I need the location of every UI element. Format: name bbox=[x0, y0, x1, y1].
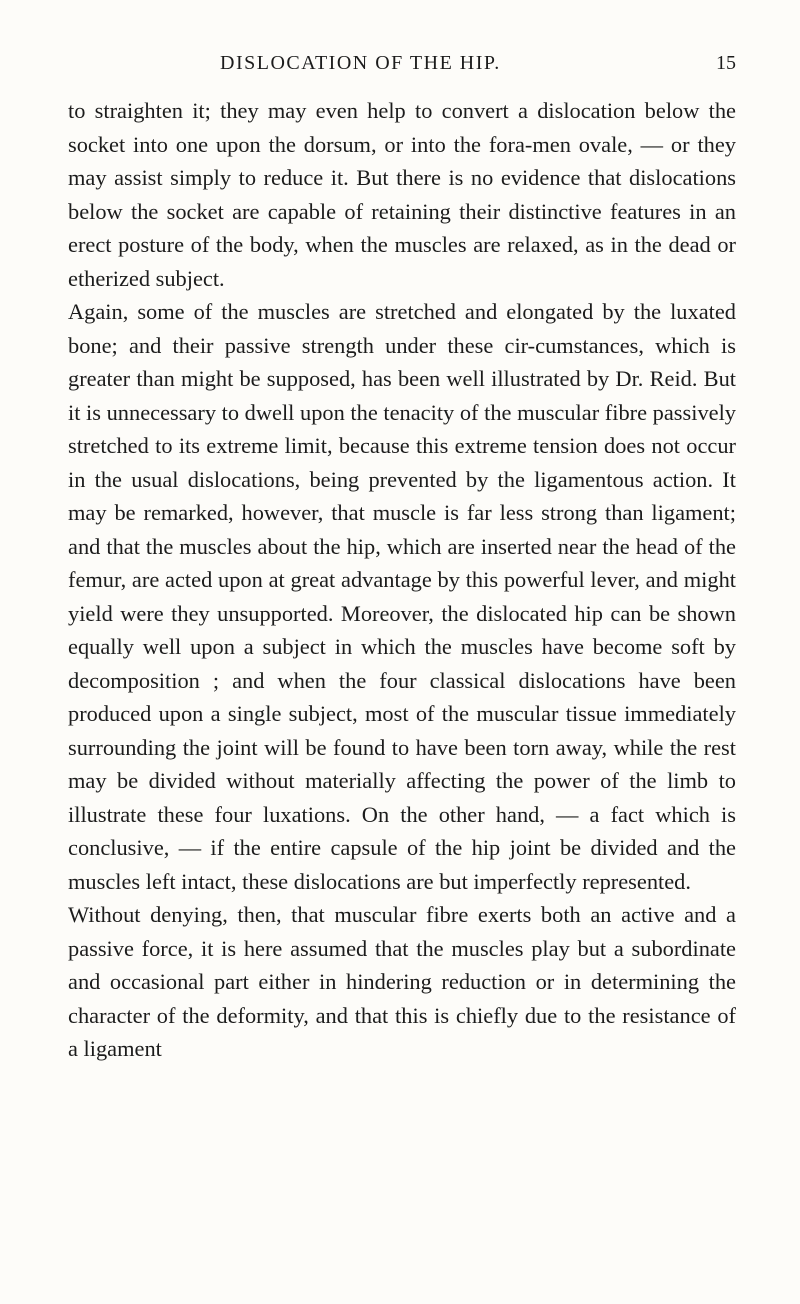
paragraph-3: Without denying, then, that muscular fibre exerts both an active and a passive force, it is here assumed that the muscles play but a subordinate and occasional part either in hindering reduction or in determining the character of the deformity, and that this is chiefly due to the resistance of a ligament bbox=[68, 902, 736, 1061]
running-title: DISLOCATION OF THE HIP. bbox=[220, 52, 501, 74]
page-number: 15 bbox=[716, 52, 736, 74]
paragraph-1: to straighten it; they may even help to convert a dislocation below the socket into one upon the dorsum, or into the fora-men ovale, — or they may assist simply to reduce it. But there is no evidence that dislocations below the socket are capable of retaining their distinctive features in an erect posture of the body, when the muscles are relaxed, as in the dead or etherized subject. bbox=[68, 98, 736, 291]
running-head bbox=[68, 48, 736, 88]
book-page bbox=[68, 48, 736, 1066]
body-text bbox=[68, 94, 736, 1066]
paragraph-2: Again, some of the muscles are stretched and elongated by the luxated bone; and their passive strength under these cir-cumstances, which is greater than might be supposed, has been well illustrated by Dr. Reid. But it is unnecessary to dwell upon the tenacity of the muscular fibre passively stretched to its extreme limit, because this extreme tension does not occur in the usual dislocations, being prevented by the ligamentous action. It may be remarked, however, that muscle is far less strong than ligament; and that the muscles about the hip, which are inserted near the head of the femur, are acted upon at great advantage by this powerful lever, and might yield were they unsupported. Moreover, the dislocated hip can be shown equally well upon a subject in which the muscles have become soft by decomposition ; and when the four classical dislocations have been produced upon a single subject, most of the muscular tissue immediately surrounding the joint will be found to have been torn away, while the rest may be divided without materially affecting the power of the limb to illustrate these four luxations. On the other hand, — a fact which is conclusive, — if the entire capsule of the hip joint be divided and the muscles left intact, these dislocations are but imperfectly represented. bbox=[68, 299, 736, 894]
